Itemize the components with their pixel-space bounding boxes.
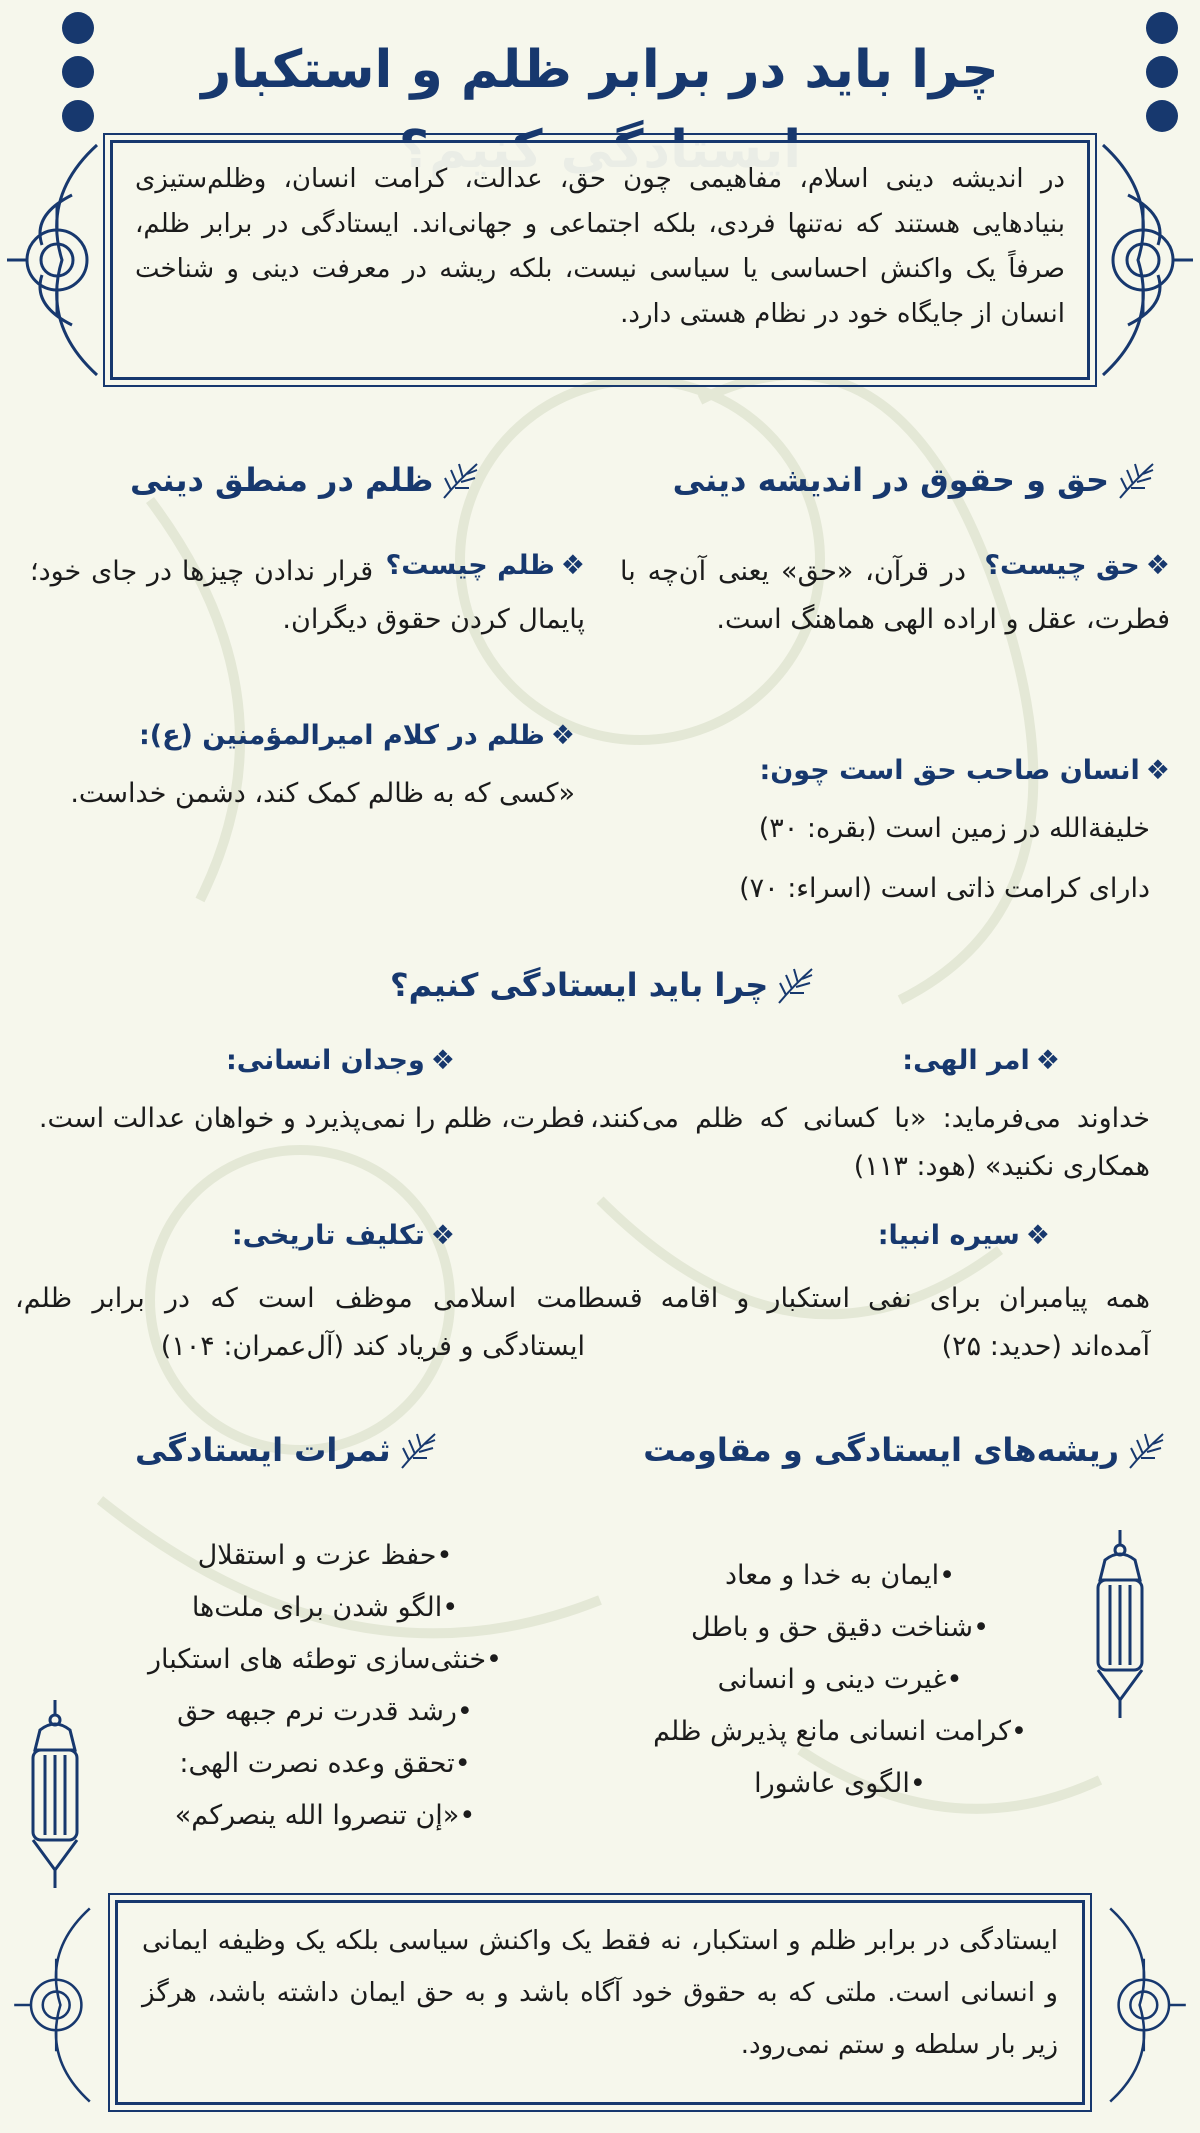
conscience-text: فطرت، ظلم را نمی‌پذیرد و خواهان عدالت است. — [38, 1103, 585, 1134]
bookmark-icon: ❖ — [1035, 1045, 1060, 1076]
fruits-section-heading: ثمرات ایستادگی — [135, 1430, 437, 1470]
prophets-text: همه پیامبران برای نفی استکبار و اقامه قسط آمده‌اند (حدید: ۲۵) — [580, 1283, 1150, 1362]
roots-section-heading: ریشه‌های ایستادگی و مقاومت — [643, 1430, 1165, 1470]
right-item1-text: در قرآن، «حق» یعنی آن‌چه با فطرت، عقل و اراده الهی هماهنگ است. — [620, 556, 1170, 635]
palm-leaf-icon — [774, 965, 814, 1005]
bookmark-icon: ❖ — [430, 1220, 455, 1251]
palm-leaf-icon — [397, 1430, 437, 1470]
list-item: • الگو شدن برای ملت‌ها — [100, 1582, 550, 1634]
header-dots-right — [1142, 12, 1178, 144]
lantern-icon — [15, 1700, 95, 1890]
bookmark-icon: ❖ — [550, 720, 575, 751]
bookmark-icon: ❖ — [1025, 1220, 1050, 1251]
ornament-left-icon — [2, 1900, 102, 2110]
palm-leaf-icon — [1125, 1430, 1165, 1470]
right-item2-line2: دارای کرامت ذاتی است (اسراء: ۷۰) — [739, 873, 1150, 904]
left-section-heading: ظلم در منطق دینی — [130, 460, 479, 500]
fruits-list — [100, 1530, 550, 1842]
palm-leaf-icon — [439, 460, 479, 500]
left-item2-title: ❖ ظلم در کلام امیرالمؤمنین (ع): — [138, 720, 575, 751]
bookmark-icon: ❖ — [560, 550, 585, 581]
intro-text: در اندیشه دینی اسلام، مفاهیمی چون حق، عدالت، کرامت انسان، وظلم‌ستیزی بنیادهایی هستند که نه‌تنها فردی، بلکه اجتماعی و جهانی‌اند. ایستادگی در برابر ظلم، صرفاً یک واکنش احساسی یا سیاسی نیست، بلکه ریشه در معرفت دینی و شناخت انسان از جایگاه خود در نظام هستی دارد. — [135, 164, 1065, 329]
prophets-title: ❖ سیره انبیا: — [877, 1220, 1050, 1251]
right-item1-title: ❖ حق چیست؟ — [984, 550, 1170, 581]
list-item: • «إن تنصروا الله ینصرکم» — [100, 1790, 550, 1842]
list-item: • رشد قدرت نرم جبهه حق — [100, 1686, 550, 1738]
right-section-heading: حق و حقوق در اندیشه دینی — [673, 460, 1155, 500]
list-item: • غیرت دینی و انسانی — [590, 1654, 1090, 1706]
left-item2-text: «کسی که به ظالم کمک کند، دشمن خداست. — [70, 778, 575, 809]
palm-leaf-icon — [1115, 460, 1155, 500]
list-item: • خنثی‌سازی توطئه‌ های استکبار — [100, 1634, 550, 1686]
conscience-title: ❖ وجدان انسانی: — [225, 1045, 455, 1076]
list-item: • حفظ عزت و استقلال — [100, 1530, 550, 1582]
left-item1-title: ❖ ظلم چیست؟ — [385, 550, 585, 581]
ornament-left-icon — [2, 135, 102, 385]
bookmark-icon: ❖ — [430, 1045, 455, 1076]
roots-list — [590, 1550, 1090, 1810]
list-item: • شناخت دقیق حق و باطل — [590, 1602, 1090, 1654]
left-item1-text: قرار ندادن چیزها در جای خود؛ پایمال کردن حقوق دیگران. — [30, 556, 585, 635]
history-text: امت اسلامی موظف است که در برابر ظلم، ایستادگی و فریاد کند (آل‌عمران: ۱۰۴) — [15, 1283, 585, 1362]
conclusion-text: ایستادگی در برابر ظلم و استکبار، نه فقط یک واکنش سیاسی بلکه یک وظیفه ایمانی و انسانی است. ملتی که به حقوق خود آگاه باشد و به حق ایمان داشته باشد، هرگز زیر بار سلطه و ستم نمی‌رود. — [142, 1926, 1058, 2060]
list-item: • کرامت انسانی مانع پذیرش ظلم — [590, 1706, 1090, 1758]
why-section-heading: چرا باید ایستادگی کنیم؟ — [390, 965, 814, 1005]
lantern-icon — [1080, 1530, 1160, 1720]
bookmark-icon: ❖ — [1145, 550, 1170, 581]
conclusion-box — [115, 1900, 1085, 2105]
ornament-right-icon — [1098, 1900, 1198, 2110]
intro-box — [110, 140, 1090, 380]
ornament-right-icon — [1098, 135, 1198, 385]
right-item2-title: ❖ انسان صاحب حق است چون: — [759, 755, 1170, 786]
history-title: ❖ تکلیف تاریخی: — [231, 1220, 455, 1251]
divine-title: ❖ امر الهی: — [902, 1045, 1060, 1076]
right-item2-line1: خلیفة‌الله در زمین است (بقره: ۳۰) — [758, 813, 1150, 844]
divine-text: خداوند می‌فرماید: «با کسانی که ظلم می‌کنند، همکاری نکنید» (هود: ۱۱۳) — [590, 1103, 1150, 1182]
list-item: • الگوی عاشورا — [590, 1758, 1090, 1810]
list-item: • ایمان به خدا و معاد — [590, 1550, 1090, 1602]
page-title: چرا باید در برابر ظلم و استکبار — [201, 40, 999, 100]
list-item: • تحقق وعده نصرت الهی: — [100, 1738, 550, 1790]
bookmark-icon: ❖ — [1145, 755, 1170, 786]
